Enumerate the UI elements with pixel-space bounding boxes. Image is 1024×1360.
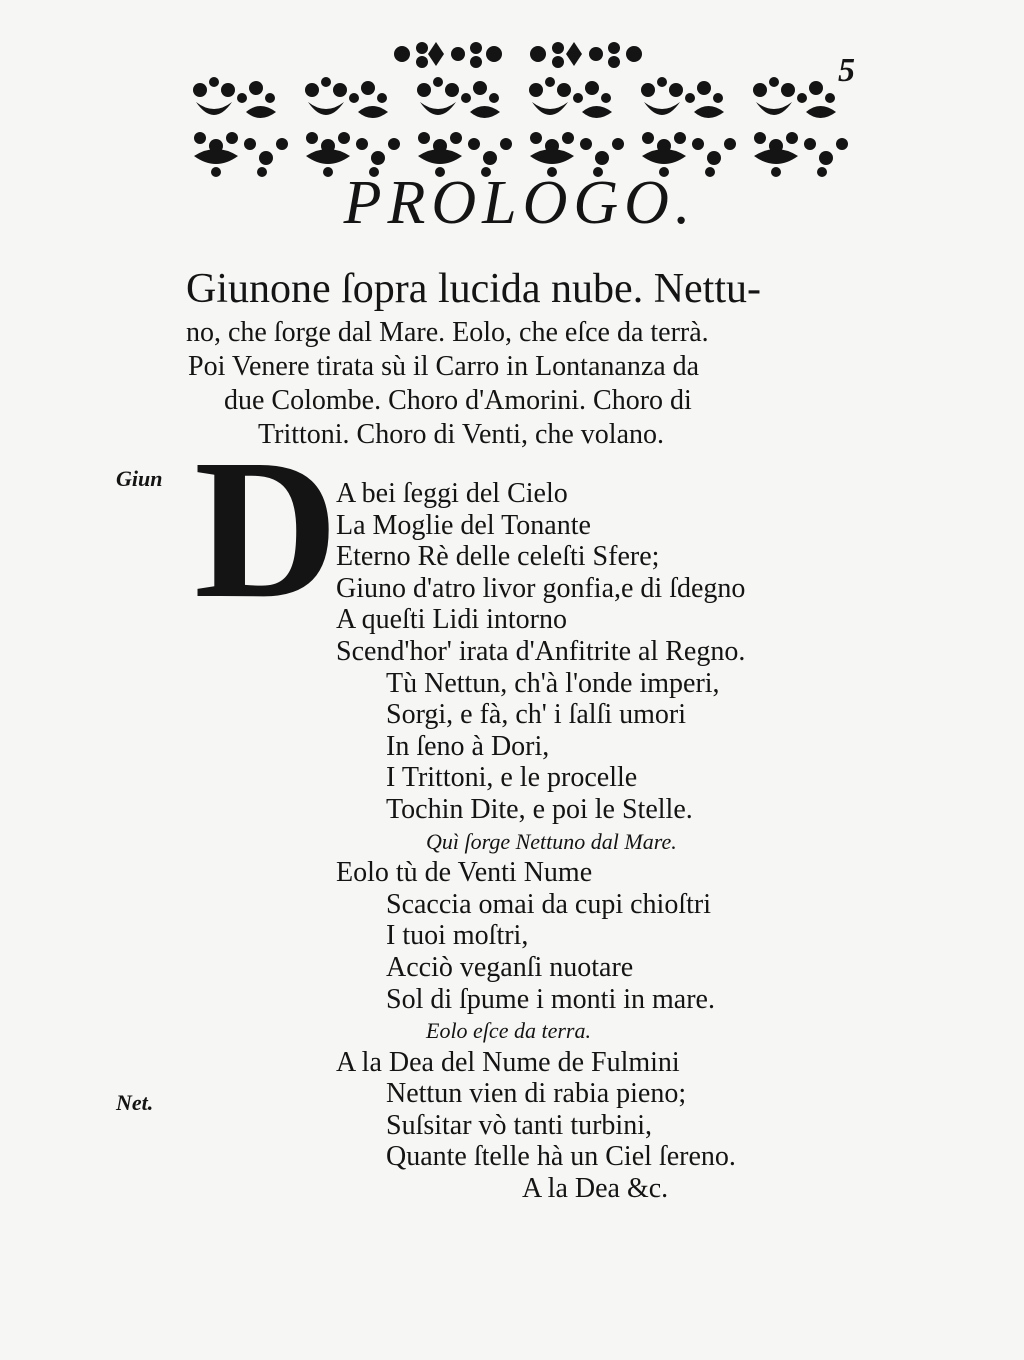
- stage-line: Giunone ſopra lucida nube. Nettu-: [186, 266, 761, 312]
- verse-line: A queſti Lidi intorno: [336, 604, 567, 636]
- verse-line: Sorgi, e fà, ch' i ſalſi umori: [386, 699, 687, 731]
- stage-direction: Eolo eſce da terra.: [426, 1018, 591, 1044]
- drop-cap-initial: D: [194, 419, 339, 640]
- verse-line: Suſsitar vò tanti turbini,: [386, 1109, 652, 1141]
- verse-line: Quante ſtelle hà un Ciel ſereno.: [386, 1141, 736, 1173]
- verse-line: La Moglie del Tonante: [336, 509, 591, 541]
- speaker-label-giunone: Giun: [116, 466, 163, 491]
- stage-line: no, che ſorge dal Mare. Eolo, che eſce da terrà.: [186, 317, 709, 348]
- refrain-cue: A la Dea &c.: [522, 1173, 669, 1205]
- verse-line: Eterno Rè delle celeſti Sfere;: [336, 541, 660, 573]
- verse-line: A la Dea del Nume de Fulmini: [336, 1046, 680, 1078]
- verse-line: Scaccia omai da cupi chioſtri: [386, 888, 711, 920]
- headpiece-ornament-band: [186, 72, 858, 180]
- verse-line: Nettun vien di rabia pieno;: [386, 1078, 687, 1110]
- verse-line: In ſeno à Dori,: [386, 730, 550, 762]
- verse-line: Giuno d'atro livor gonfia,e di ſdegno: [336, 572, 746, 604]
- page-number: 5: [838, 52, 855, 89]
- stage-line: due Colombe. Choro d'Amorini. Choro di: [224, 385, 692, 416]
- speaker-label-nettuno: Net.: [116, 1090, 154, 1115]
- verse-line: Tù Nettun, ch'à l'onde imperi,: [386, 667, 720, 699]
- verse-line: Sol di ſpume i monti in mare.: [386, 983, 715, 1015]
- stage-line: Trittoni. Choro di Venti, che volano.: [258, 419, 664, 450]
- verse-line: Acciò veganſi nuotare: [386, 951, 634, 983]
- stage-direction: Quì ſorge Nettuno dal Mare.: [426, 828, 677, 854]
- verse-line: A bei ſeggi del Cielo: [336, 478, 568, 509]
- verse-block: [336, 478, 876, 1205]
- verse-line: I Trittoni, e le procelle: [386, 762, 638, 794]
- verse-line: I tuoi moſtri,: [386, 920, 529, 952]
- verse-line: Scend'hor' irata d'Anfitrite al Regno.: [336, 635, 746, 667]
- top-fleuron-ornament: [388, 34, 648, 74]
- verse-line: Tochin Dite, e poi le Stelle.: [386, 793, 693, 825]
- verse-line: Eolo tù de Venti Nume: [336, 857, 593, 889]
- page-title: PROLOGO.: [343, 169, 697, 237]
- stage-line: Poi Venere tirata sù il Carro in Lontananza da: [188, 351, 700, 382]
